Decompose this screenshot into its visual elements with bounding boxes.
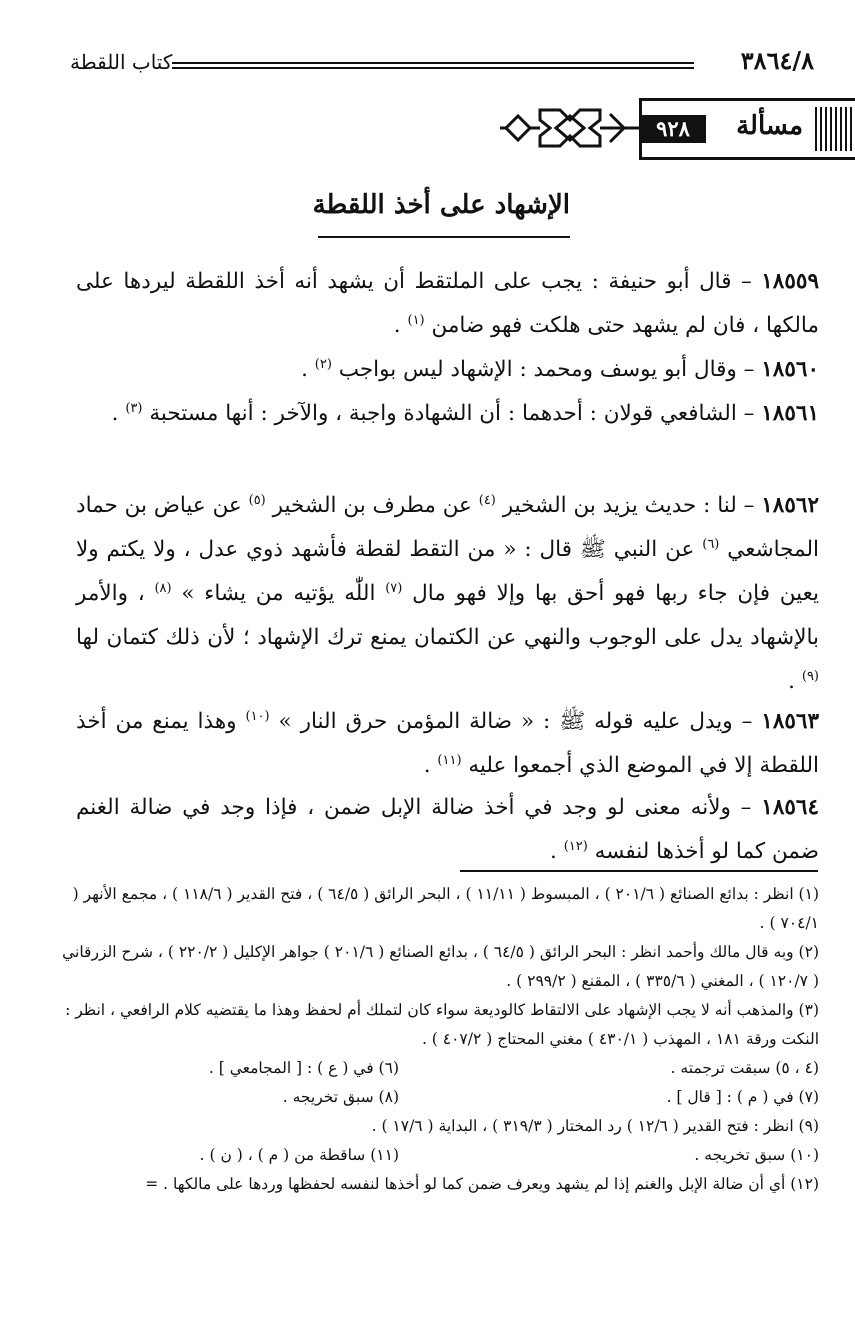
paragraph-text: اللّٰه يؤتيه من يشاء » <box>181 581 376 606</box>
footnote-ref: (١٢) <box>563 838 588 854</box>
knot-ornament-icon <box>498 102 640 154</box>
paragraph-text: الشافعي قولان : أحدهما : أن الشهادة واجبة ، والآخر : أنها مستحبة <box>149 401 737 426</box>
footnote-3: (٣) والمذهب أنه لا يجب الإشهاد على الالتقاط كالوديعة سواء كان لتملك أم لحفظ وهذا ما يقتضيه كلام الرافعي ، انظر : النكت ورقة ١٨١ ، المهذب ( ٤٣٠/١ ) مغني المحتاج ( ٤٠٧/٢ ) . <box>65 1001 819 1048</box>
footnote-ref: (٧) <box>385 580 403 596</box>
paragraph-number: ١٨٥٦١ <box>761 401 819 426</box>
paragraph-end: . <box>301 357 308 382</box>
footnote-ref: (٩) <box>801 668 819 684</box>
footnote-8: (٨) سبق تخريجه . <box>282 1088 399 1106</box>
paragraph-text: لنا : حديث يزيد بن الشخير <box>502 493 737 518</box>
paragraph-number: ١٨٥٦٠ <box>761 357 819 382</box>
footnote-ref: (١٠) <box>245 708 270 724</box>
footnote-ref: (١) <box>407 312 425 328</box>
paragraph-text: قال أبو حنيفة : يجب على الملتقط أن يشهد أنه أخذ اللقطة ليردها على مالكها ، فان لم يشهد حتى هلكت فهو ضامن <box>76 269 819 338</box>
paragraph-number: ١٨٥٦٢ <box>761 493 819 518</box>
footnote-1: (١) انظر : بدائع الصنائع ( ٢٠١/٦ ) ، المبسوط ( ١١/١١ ) ، البحر الرائق ( ٦٤/٥ ) ، فتح القدير ( ١١٨/٦ ) ، مجمع الأنهر ( ٧٠٤/١ ) . <box>72 885 819 932</box>
masala-label: مسألة <box>736 111 803 141</box>
footnote-row <box>58 1054 819 1083</box>
paragraph-end: . <box>393 313 401 338</box>
footnote-2: (٢) وبه قال مالك وأحمد انظر : البحر الرائق ( ٦٤/٥ ) ، بدائع الصنائع ( ٢٠١/٦ ) جواهر الإكليل ( ٢٢٠/٢ ) ، شرح الزرقاني ( ١٢٠/٧ ) ، المغني ( ٣٣٥/٦ ) ، المقنع ( ٢٩٩/٢ ) . <box>62 943 819 990</box>
section-title: الإشهاد على أخذ اللقطة <box>312 190 570 220</box>
masala-frame <box>639 98 855 160</box>
footnote-4-5: (٤ ، ٥) سبقت ترجمته . <box>670 1059 819 1077</box>
paragraph-number: ١٨٥٦٤ <box>761 795 820 820</box>
footnote-ref: (٢) <box>314 356 332 372</box>
paragraph-text: وهذا يمنع من أخذ اللقطة إلا في الموضع الذي أجمعوا عليه <box>76 709 819 778</box>
masala-banner <box>498 98 855 158</box>
header-rule <box>172 62 694 69</box>
paragraph-text: ولأنه معنى لو وجد في أخذ ضالة الإبل ضمن ، فإذا وجد في ضالة الغنم ضمن كما لو أخذها لنفسه <box>76 795 819 864</box>
running-header <box>70 46 814 86</box>
footnote-12: (١٢) أي أن ضالة الإبل والغنم إذا لم يشهد ويعرف ضمن كما لو أخذها لنفسه لحفظها وردها على مالكها . = <box>145 1175 819 1193</box>
footnote-10: (١٠) سبق تخريجه . <box>694 1146 819 1164</box>
paragraph-text: وقال أبو يوسف ومحمد : الإشهاد ليس بواجب <box>338 357 737 382</box>
footnote-11: (١١) ساقطة من ( م ) ، ( ن ) . <box>199 1146 399 1164</box>
stripes-ornament <box>815 107 855 151</box>
footnote-ref: (٥) <box>248 492 266 508</box>
paragraph-end: . <box>550 839 557 864</box>
footnote-ref: (١١) <box>437 752 462 768</box>
paragraph-18559: ١٨٥٥٩ – قال أبو حنيفة : يجب على الملتقط أن يشهد أنه أخذ اللقطة ليردها على مالكها ، فان لم يشهد حتى هلكت فهو ضامن $^{(١)}$ . <box>76 269 819 338</box>
footnote-ref: (٤) <box>478 492 496 508</box>
footnote-separator <box>460 870 818 872</box>
paragraph-18564: ١٨٥٦٤ – ولأنه معنى لو وجد في أخذ ضالة الإبل ضمن ، فإذا وجد في ضالة الغنم ضمن كما لو أخذها لنفسه $^{(١٢)}$ . <box>76 795 820 864</box>
paragraph-end: . <box>111 401 119 426</box>
footnote-ref: (٨) <box>154 580 172 596</box>
paragraph-18562: ١٨٥٦٢ – لنا : حديث يزيد بن الشخير $^{(٤)}$ عن مطرف بن الشخير $^{(٥)}$ عن عياض بن حماد المجاشعي $^{(٦)}$ عن النبي ﷺ قال : « من التقط لقطة فأشهد ذوي عدل ، ولا يكتم ولا يعين فإن جاء ربها فهو أحق بها وإلا فهو مال $^{(٧)}$ اللّٰه يؤتيه من يشاء » $^{(٨)}$ ، والأمر بالإشهاد يدل على الوجوب والنهي عن الكتمان يمنع ترك الإشهاد ؛ لأن ذلك كتمان لها $^{(٩)}$ . <box>76 492 819 694</box>
footnote-6: (٦) في ( ع ) : [ المجامعي ] . <box>208 1059 399 1077</box>
footnote-ref: (٣) <box>125 400 143 416</box>
paragraph-end: . <box>423 753 431 778</box>
paragraph-text: عن عياض بن حماد المجاشعي <box>76 493 819 562</box>
paragraph-text: عن النبي ﷺ قال : « من التقط لقطة فأشهد ذوي عدل ، ولا يكتم ولا يعين فإن جاء ربها فهو أحق بها وإلا فهو مال <box>76 537 819 606</box>
footnote-row <box>58 1141 819 1170</box>
footnote-ref: (٦) <box>702 536 720 552</box>
footnotes <box>58 880 819 1199</box>
page-number: ٣٨٦٤/٨ <box>740 46 814 75</box>
paragraph-18561: ١٨٥٦١ – الشافعي قولان : أحدهما : أن الشهادة واجبة ، والآخر : أنها مستحبة $^{(٣)}$ . <box>111 400 819 426</box>
paragraph-18560: ١٨٥٦٠ – وقال أبو يوسف ومحمد : الإشهاد ليس بواجب $^{(٢)}$ . <box>301 356 819 382</box>
paragraph-18563: ١٨٥٦٣ – ويدل عليه قوله ﷺ : « ضالة المؤمن حرق النار » $^{(١٠)}$ وهذا يمنع من أخذ اللقطة إلا في الموضع الذي أجمعوا عليه $^{(١١)}$ . <box>76 708 820 778</box>
paragraph-number: ١٨٥٥٩ <box>761 269 819 294</box>
masala-number: ٩٢٨ <box>640 115 706 143</box>
title-underline <box>318 236 570 238</box>
paragraph-text: ، والأمر بالإشهاد يدل على الوجوب والنهي عن الكتمان يمنع ترك الإشهاد ؛ لأن ذلك كتمان لها <box>76 581 819 650</box>
paragraph-end: . <box>788 669 796 694</box>
book-title: كتاب اللقطة <box>70 50 173 74</box>
footnote-9: (٩) انظر : فتح القدير ( ١٢/٦ ) رد المختار ( ٣١٩/٣ ) ، البداية ( ١٧/٦ ) . <box>371 1117 819 1135</box>
footnote-row <box>58 1083 819 1112</box>
footnote-7: (٧) في ( م ) : [ قال ] . <box>666 1088 819 1106</box>
paragraph-text: عن مطرف بن الشخير <box>272 493 472 518</box>
paragraph-number: ١٨٥٦٣ <box>761 709 820 734</box>
paragraph-text: ويدل عليه قوله ﷺ : « ضالة المؤمن حرق النار » <box>278 709 733 734</box>
